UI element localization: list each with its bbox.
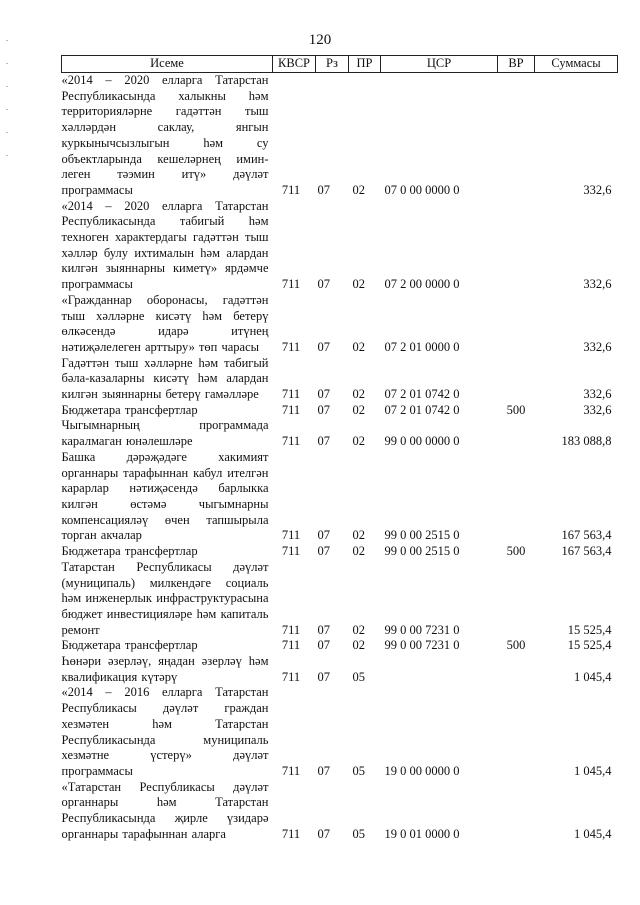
page-number: 120 [308, 32, 332, 48]
cell-vr [498, 560, 535, 639]
cell-kvsr: 711 [281, 763, 301, 778]
cell-sum: 1 045,4 [574, 826, 612, 841]
cell-csr: 07 2 01 0000 0 [384, 339, 460, 354]
cell-kvsr: 711 [281, 826, 301, 841]
cell-kvsr: 711 [281, 277, 301, 292]
cell-sum: 15 525,4 [567, 638, 612, 653]
cell-rz: 07 [317, 544, 330, 559]
table-row [62, 685, 618, 779]
cell-sum: 183 088,8 [561, 434, 612, 449]
header-rz: Рз [316, 56, 349, 73]
table-row [62, 418, 618, 449]
cell-csr: 07 2 00 0000 0 [384, 277, 460, 292]
table-header [62, 56, 618, 73]
header-sum: Суммасы [535, 56, 618, 73]
cell-kvsr: 711 [281, 434, 301, 449]
cell-vr [498, 418, 535, 449]
table-row [62, 356, 618, 403]
cell-pr: 02 [352, 638, 365, 653]
cell-kvsr: 711 [281, 182, 301, 197]
cell-name: «2014 – 2016 елларга Татарстан Республикасы дәүләт граждан хезмәтен һәм Татарстан Республикасында муниципаль хезмәтне үстерү» дәүләт программасы [61, 685, 269, 778]
table-row [62, 638, 618, 654]
cell-pr: 02 [352, 182, 365, 197]
table-row [62, 293, 618, 356]
cell-kvsr: 711 [281, 402, 301, 417]
table-row [62, 654, 618, 685]
cell-name: Бюджетара трансфертлар [61, 638, 198, 653]
cell-csr: 99 0 00 7231 0 [384, 622, 460, 637]
cell-pr: 02 [352, 402, 365, 417]
cell-kvsr: 711 [281, 638, 301, 653]
cell-name: Татарстан Республикасы дәүләт (муниципаль) милкендәге социаль һәм инженерлык инфраструктурасына бюджет инвестицияләре һәм капиталь ремонт [61, 559, 269, 637]
cell-pr: 05 [352, 669, 365, 684]
cell-vr [498, 293, 535, 356]
cell-pr: 05 [352, 763, 365, 778]
cell-name: «2014 – 2020 елларга Татарстан Республикасында табигый һәм техноген характердагы гадәттән тыш хәлләр булу ихтималын һәм алардан килгән зыяннарны киметү» ярдәмче программасы [61, 198, 269, 292]
cell-pr: 02 [352, 339, 365, 354]
cell-rz: 07 [317, 434, 330, 449]
cell-sum: 1 045,4 [574, 763, 612, 778]
cell-sum: 332,6 [583, 182, 612, 197]
cell-rz: 07 [317, 763, 330, 778]
table-row [62, 780, 618, 843]
cell-pr: 02 [352, 387, 365, 402]
cell-vr [498, 780, 535, 843]
cell-kvsr: 711 [281, 622, 301, 637]
cell-csr: 07 2 01 0742 0 [384, 387, 460, 402]
cell-pr: 05 [352, 826, 365, 841]
cell-kvsr: 711 [281, 528, 301, 543]
cell-sum: 332,6 [583, 339, 612, 354]
cell-rz: 07 [317, 528, 330, 543]
cell-name: «Татарстан Республикасы дәүләт органнары һәм Татарстан Республикасында җирле үзидарә органнары тарафыннан аларга [61, 779, 269, 841]
cell-name: Чыгымнарның программада каралмаган юнәлешләре [61, 418, 269, 449]
cell-rz: 07 [317, 402, 330, 417]
cell-sum: 332,6 [583, 387, 612, 402]
cell-kvsr: 711 [281, 544, 301, 559]
cell-name: Бюджетара трансфертлар [61, 544, 198, 559]
cell-csr: 07 0 00 0000 0 [384, 182, 460, 197]
cell-vr [498, 654, 535, 685]
cell-vr [498, 73, 535, 199]
cell-pr: 02 [352, 622, 365, 637]
cell-name: «2014 – 2020 елларга Татарстан Республикасында халыкны һәм территорияләрне гадәттән тыш хәлләрдән саклау, янгын куркынычсызлыгын һәм су объектларында кешеләрнең иминлеген тәэмин итү» дәүләт программасы [61, 73, 269, 197]
cell-rz: 07 [317, 387, 330, 402]
cell-csr: 99 0 00 7231 0 [384, 638, 460, 653]
cell-pr: 02 [352, 434, 365, 449]
header-vr: ВР [498, 56, 535, 73]
cell-rz: 07 [317, 622, 330, 637]
cell-vr [498, 199, 535, 293]
cell-name: Һөнәри әзерләү, яңадан әзерләү һәм квалификация күтәрү [61, 654, 269, 684]
cell-csr [381, 654, 498, 685]
cell-kvsr: 711 [281, 387, 301, 402]
cell-csr: 07 2 01 0742 0 [384, 402, 460, 417]
budget-table [61, 55, 618, 842]
cell-rz: 07 [317, 182, 330, 197]
cell-pr: 02 [352, 277, 365, 292]
cell-vr: 500 [506, 638, 526, 653]
cell-csr: 19 0 00 0000 0 [384, 763, 460, 778]
cell-name: Башка дәрәҗәдәге хакимият органнары тарафыннан кабул ителгән карарлар нәтиҗәсендә барлыкка килгән өстәмә чыгымнарны компенсацияләү өчен тапшырыла торган акчалар [61, 449, 269, 543]
cell-name: Бюджетара трансфертлар [61, 402, 198, 417]
header-pr: ПР [349, 56, 381, 73]
cell-name: «Гражданнар оборонасы, гадәттән тыш хәлләрне кисәтү һәм бетерү өлкәсендә идарә итүнең нәтиҗәлелеген арттыру» төп чарасы [61, 292, 269, 354]
cell-pr: 02 [352, 544, 365, 559]
table-row [62, 199, 618, 293]
scan-margin-marks [6, 40, 8, 200]
table-row [62, 544, 618, 560]
cell-sum: 167 563,4 [561, 544, 612, 559]
table-row [62, 450, 618, 544]
table-row [62, 560, 618, 639]
cell-vr: 500 [506, 544, 526, 559]
cell-sum: 15 525,4 [567, 622, 612, 637]
cell-sum: 332,6 [583, 402, 612, 417]
table-row [62, 403, 618, 419]
cell-sum: 332,6 [583, 277, 612, 292]
cell-csr: 99 0 00 2515 0 [384, 528, 460, 543]
cell-rz: 07 [317, 669, 330, 684]
cell-vr [498, 685, 535, 779]
cell-vr [498, 450, 535, 544]
cell-sum: 167 563,4 [561, 528, 612, 543]
cell-kvsr: 711 [281, 669, 301, 684]
cell-vr: 500 [506, 402, 526, 417]
cell-rz: 07 [317, 277, 330, 292]
cell-rz: 07 [317, 826, 330, 841]
cell-pr: 02 [352, 528, 365, 543]
table-body [62, 73, 618, 843]
header-name: Исеме [62, 56, 273, 73]
table-row [62, 73, 618, 199]
cell-sum: 1 045,4 [574, 669, 612, 684]
cell-rz: 07 [317, 638, 330, 653]
cell-csr: 19 0 01 0000 0 [384, 826, 460, 841]
header-kvsr: КВСР [273, 56, 316, 73]
cell-csr: 99 0 00 2515 0 [384, 544, 460, 559]
cell-name: Гадәттән тыш хәлләрне һәм табигый бәла-казаларны кисәтү һәм алардан килгән зыяннарны бетерү гамәлләре [61, 355, 269, 402]
cell-kvsr: 711 [281, 339, 301, 354]
cell-rz: 07 [317, 339, 330, 354]
header-csr: ЦСР [381, 56, 498, 73]
cell-csr: 99 0 00 0000 0 [384, 434, 460, 449]
cell-vr [498, 356, 535, 403]
